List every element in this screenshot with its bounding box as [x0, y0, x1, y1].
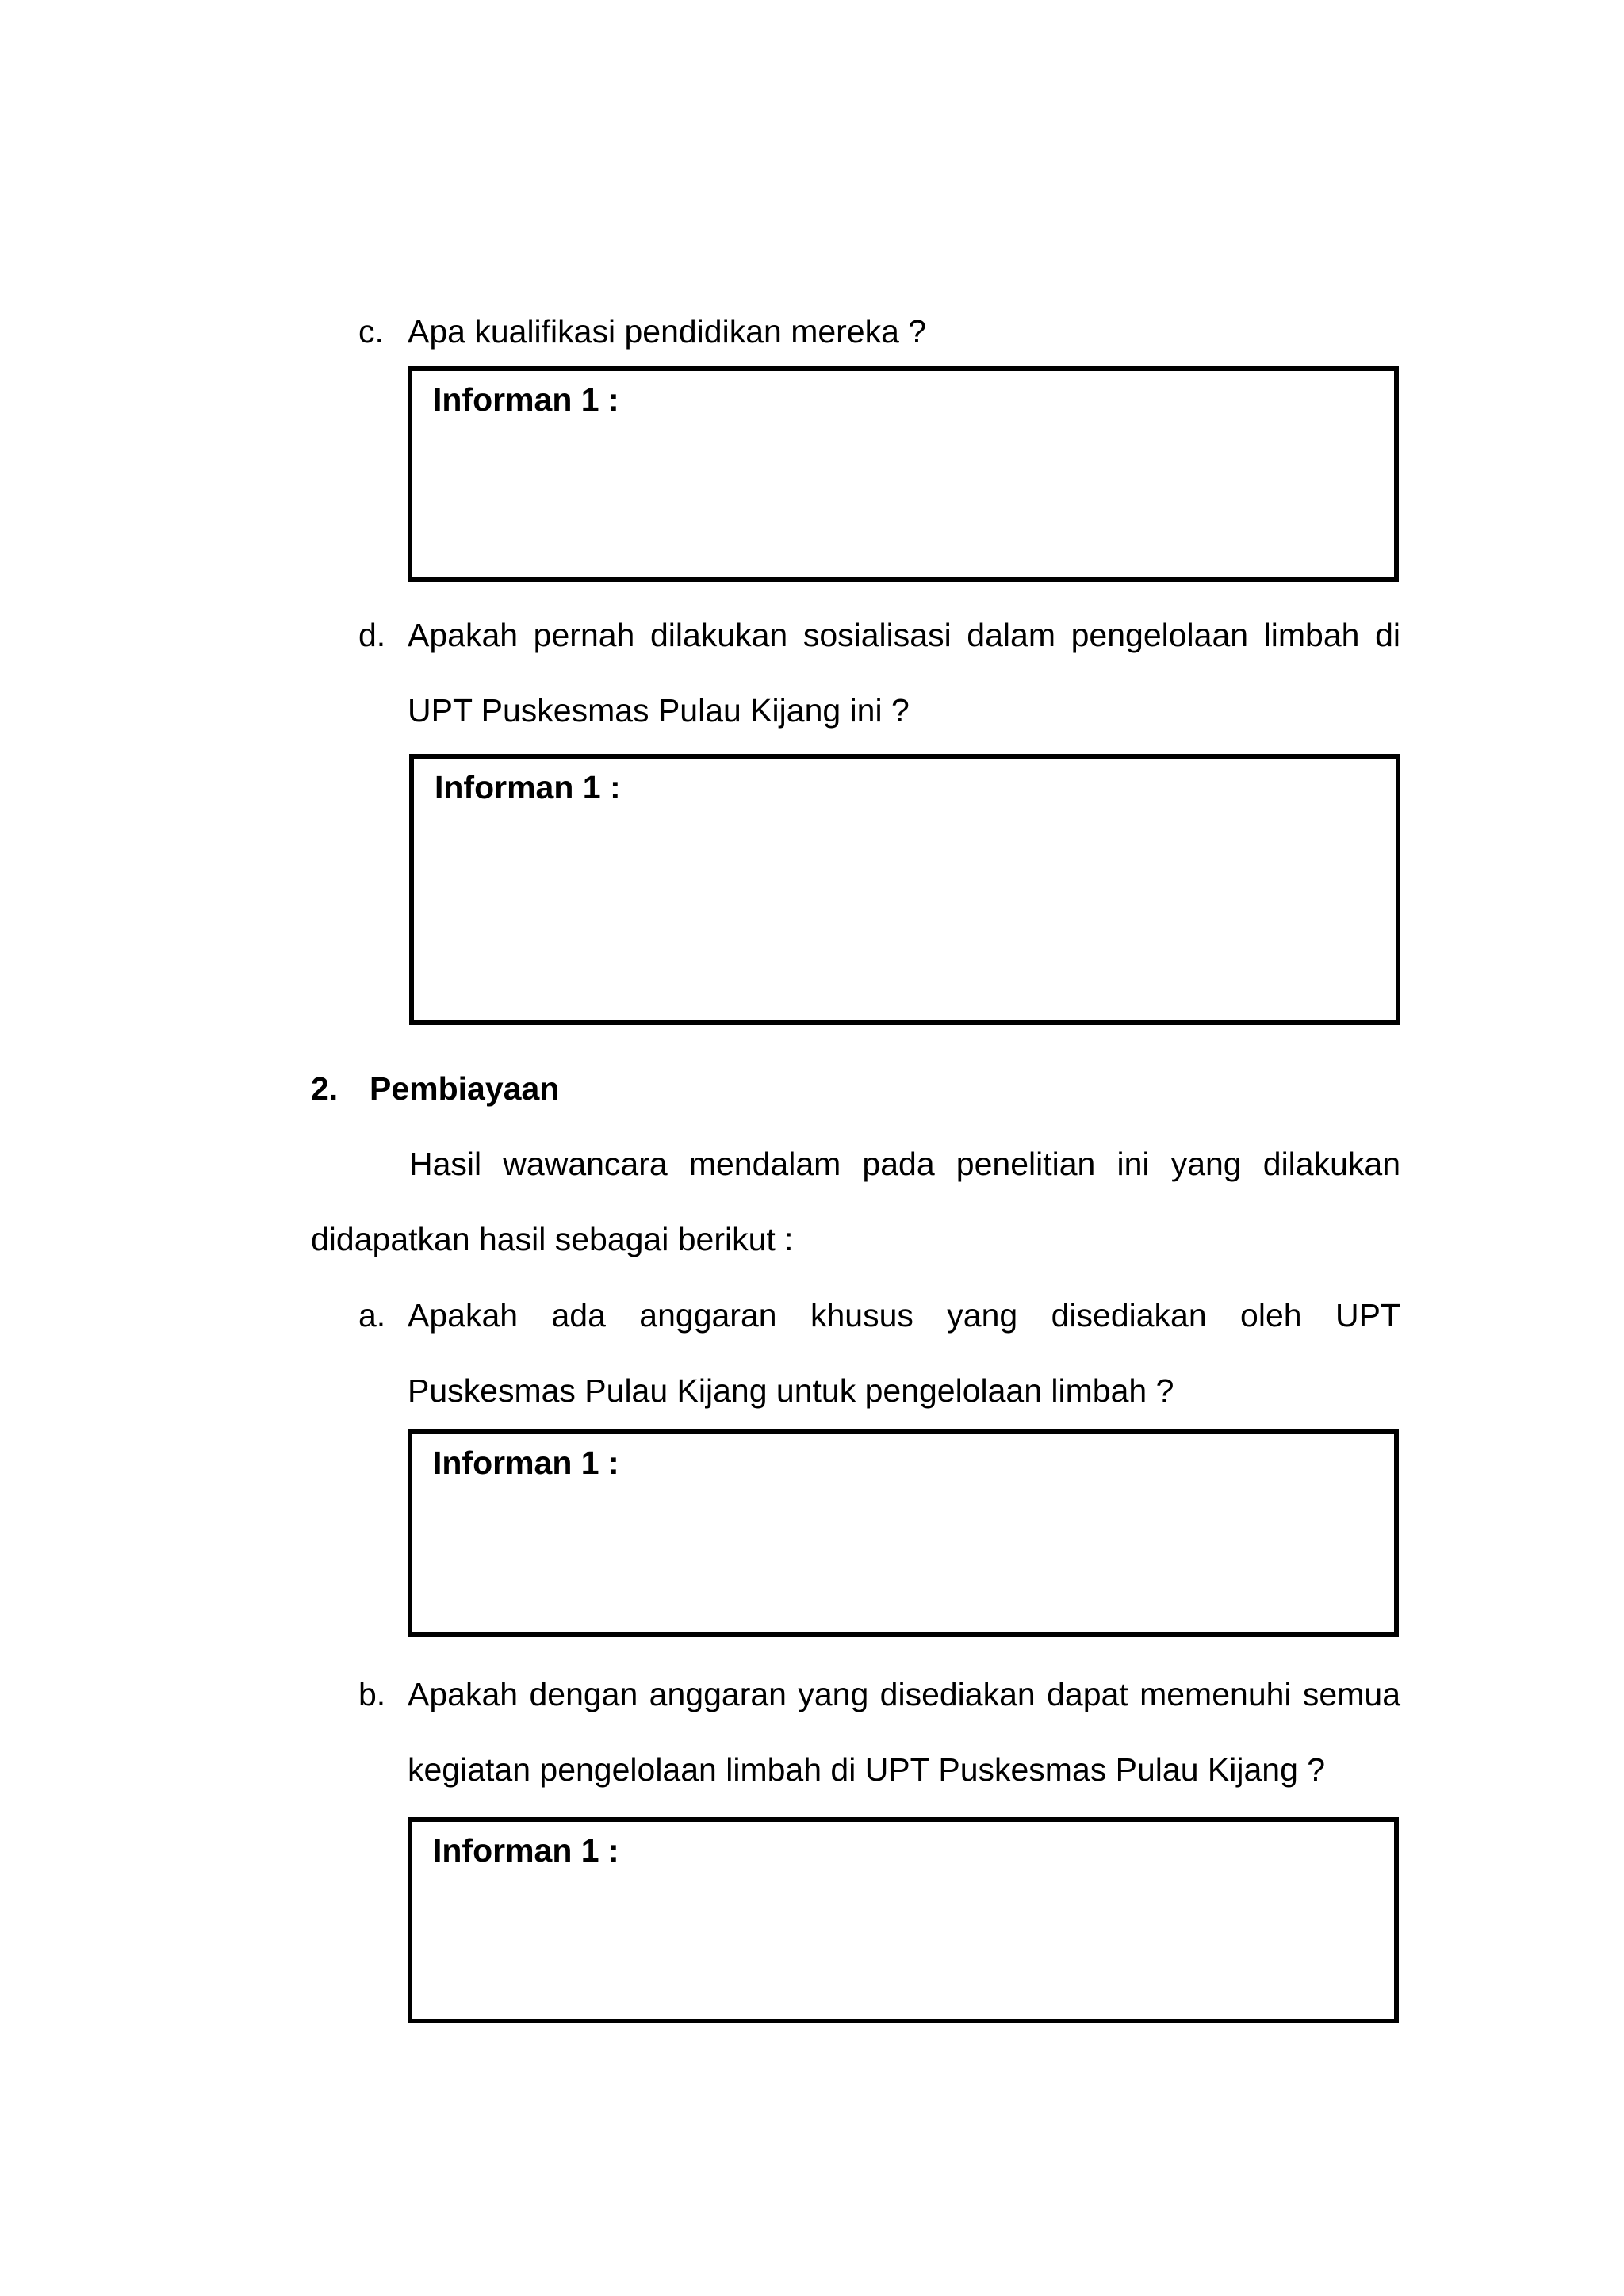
section-title: Pembiayaan — [370, 1070, 560, 1107]
intro-line-2: didapatkan hasil sebagai berikut : — [311, 1221, 794, 1257]
informant-label: Informan 1 : — [433, 1445, 619, 1481]
question-text-line-1: Apakah dengan anggaran yang disediakan dapat memenuhi semua — [408, 1676, 1400, 1712]
question-letter: d. — [358, 617, 386, 653]
informant-label: Informan 1 : — [433, 381, 619, 418]
answer-box-a — [408, 1429, 1399, 1637]
question-text-line-2: Puskesmas Pulau Kijang untuk pengelolaan limbah ? — [408, 1372, 1174, 1409]
question-text-line-2: kegiatan pengelolaan limbah di UPT Puskesmas Pulau Kijang ? — [408, 1751, 1326, 1788]
question-text-line-1: Apakah ada anggaran khusus yang disediakan oleh UPT — [408, 1297, 1400, 1334]
answer-box-d — [409, 754, 1400, 1025]
question-text: Apa kualifikasi pendidikan mereka ? — [408, 313, 927, 350]
answer-box-b — [408, 1817, 1399, 2023]
section-number: 2. — [311, 1070, 339, 1107]
question-text-line-1: Apakah pernah dilakukan sosialisasi dalam pengelolaan limbah di — [408, 617, 1400, 653]
intro-line-1: Hasil wawancara mendalam pada penelitian ini yang dilakukan — [409, 1146, 1400, 1182]
answer-box-c — [408, 366, 1399, 582]
question-letter: a. — [358, 1297, 386, 1334]
question-letter: b. — [358, 1676, 386, 1712]
informant-label: Informan 1 : — [435, 769, 621, 806]
informant-label: Informan 1 : — [433, 1832, 619, 1869]
question-text-line-2: UPT Puskesmas Pulau Kijang ini ? — [408, 692, 910, 729]
question-letter: c. — [358, 313, 384, 350]
